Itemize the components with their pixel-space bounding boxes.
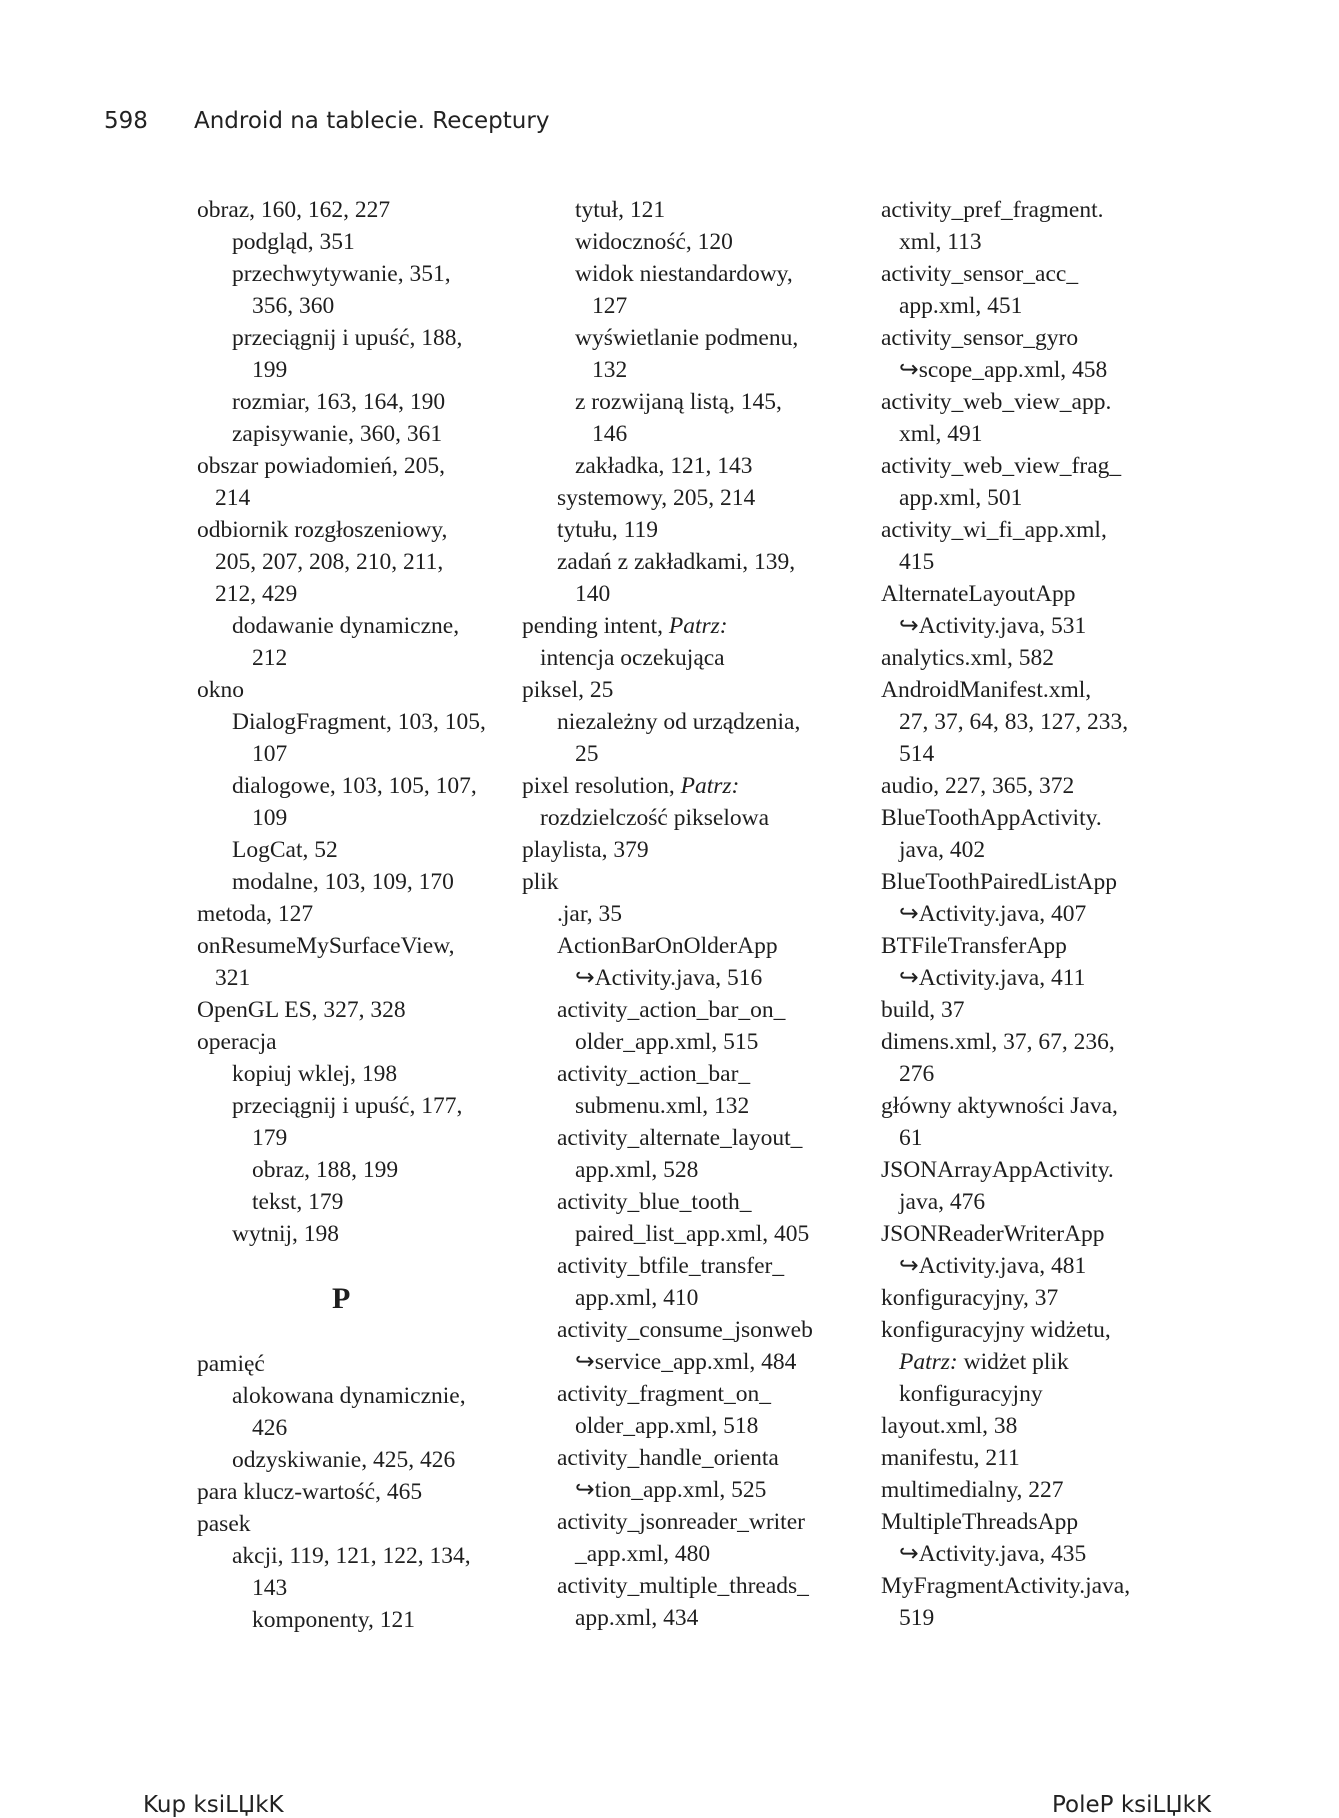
index-entry <box>881 1442 1181 1474</box>
index-entry-text: tytuł, 121 <box>575 197 666 223</box>
index-entry-text: ↪service_app.xml, 484 <box>575 1349 797 1375</box>
index-entry <box>881 386 1181 418</box>
index-entry <box>881 258 1181 290</box>
index-entry <box>522 1090 862 1122</box>
index-entry <box>197 1572 517 1604</box>
index-entry-text: akcji, 119, 121, 122, 134, <box>232 1543 471 1569</box>
index-entry <box>881 226 1181 258</box>
index-entry-text: build, 37 <box>881 997 965 1023</box>
index-entry <box>197 354 517 386</box>
index-entry <box>881 610 1181 642</box>
index-entry-text: ↪Activity.java, 407 <box>899 901 1087 927</box>
index-entry-text: pasek <box>197 1511 251 1537</box>
index-entry <box>881 898 1181 930</box>
index-entry-text: obraz, 188, 199 <box>252 1157 399 1183</box>
index-entry-text: JSONReaderWriterApp <box>881 1221 1105 1247</box>
index-entry <box>197 386 517 418</box>
index-entry <box>197 930 517 962</box>
index-entry-text: 27, 37, 64, 83, 127, 233, <box>899 709 1129 735</box>
index-entry-text: activity_alternate_layout_ <box>557 1125 803 1151</box>
index-entry-text: przechwytywanie, 351, <box>232 261 451 287</box>
index-entry <box>522 1218 862 1250</box>
index-entry <box>881 1602 1181 1634</box>
footer-rate-link[interactable]: PoleP ksiLЏkK <box>1052 1792 1212 1818</box>
index-entry-text: przeciągnij i upuść, 188, <box>232 325 463 351</box>
index-entry-text: 214 <box>215 485 251 511</box>
index-entry <box>522 770 862 802</box>
index-entry <box>522 194 862 226</box>
index-entry <box>197 1380 517 1412</box>
index-entry-text: komponenty, 121 <box>252 1607 415 1633</box>
index-entry <box>522 290 862 322</box>
index-entry <box>522 258 862 290</box>
index-entry <box>881 418 1181 450</box>
index-entry-text: app.xml, 410 <box>575 1285 699 1311</box>
index-entry-text: app.xml, 434 <box>575 1605 699 1631</box>
index-entry-text: tekst, 179 <box>252 1189 344 1215</box>
index-entry-text: analytics.xml, 582 <box>881 645 1054 671</box>
index-entry-text: tytułu, 119 <box>557 517 658 543</box>
index-entry-text: MultipleThreadsApp <box>881 1509 1079 1535</box>
index-entry-text: 426 <box>252 1415 288 1441</box>
index-entry <box>197 898 517 930</box>
index-entry <box>197 674 517 706</box>
index-entry <box>522 1250 862 1282</box>
index-entry <box>197 706 517 738</box>
index-entry-text: .jar, 35 <box>557 901 622 927</box>
index-entry <box>197 962 517 994</box>
index-entry <box>522 610 862 642</box>
index-entry <box>881 1378 1181 1410</box>
index-entry-text: ↪Activity.java, 531 <box>899 613 1087 639</box>
index-entry-text: activity_action_bar_on_ <box>557 997 786 1023</box>
index-entry-text: 519 <box>899 1605 935 1631</box>
index-entry <box>522 1282 862 1314</box>
index-entry <box>522 962 862 994</box>
index-entry <box>881 1506 1181 1538</box>
index-entry-text: widok niestandardowy, <box>575 261 793 287</box>
index-entry <box>881 546 1181 578</box>
index-entry-text: 25 <box>575 741 599 767</box>
index-entry-text: rozmiar, 163, 164, 190 <box>232 389 446 415</box>
index-entry <box>522 706 862 738</box>
index-entry-text: activity_multiple_threads_ <box>557 1573 809 1599</box>
index-entry-text: BlueToothAppActivity. <box>881 805 1102 831</box>
index-entry-text: metoda, 127 <box>197 901 314 927</box>
index-entry-text: odbiornik rozgłoszeniowy, <box>197 517 448 543</box>
index-entry <box>881 1026 1181 1058</box>
index-entry-text: z rozwijaną listą, 145, <box>575 389 782 415</box>
index-entry <box>522 450 862 482</box>
index-entry-text: alokowana dynamicznie, <box>232 1383 466 1409</box>
index-entry <box>522 1410 862 1442</box>
index-entry-text: playlista, 379 <box>522 837 649 863</box>
index-entry <box>197 1058 517 1090</box>
index-entry-text: operacja <box>197 1029 277 1055</box>
index-entry-text: 140 <box>575 581 611 607</box>
index-entry-text: 356, 360 <box>252 293 335 319</box>
index-entry-text: podgląd, 351 <box>232 229 355 255</box>
index-entry-text: submenu.xml, 132 <box>575 1093 750 1119</box>
index-entry-text: _app.xml, 480 <box>575 1541 711 1567</box>
index-entry-text: xml, 491 <box>899 421 983 447</box>
index-entry <box>197 1412 517 1444</box>
index-column-1 <box>197 194 517 1636</box>
index-entry <box>197 1444 517 1476</box>
index-entry <box>197 866 517 898</box>
index-entry <box>522 1186 862 1218</box>
index-entry-text: widoczność, 120 <box>575 229 733 255</box>
index-entry-text: dimens.xml, 37, 67, 236, <box>881 1029 1115 1055</box>
index-entry <box>881 770 1181 802</box>
index-entry <box>881 1346 1181 1378</box>
index-column-2 <box>522 194 862 1634</box>
index-entry-text: dialogowe, 103, 105, 107, <box>232 773 477 799</box>
index-entry-text: ↪Activity.java, 516 <box>575 965 763 991</box>
index-entry-text: zadań z zakładkami, 139, <box>557 549 796 575</box>
index-entry-text: konfiguracyjny widżetu, <box>881 1317 1111 1343</box>
index-entry-text: manifestu, 211 <box>881 1445 1020 1471</box>
index-entry-text: activity_btfile_transfer_ <box>557 1253 785 1279</box>
index-entry <box>197 994 517 1026</box>
index-entry <box>881 674 1181 706</box>
index-entry-text: 146 <box>592 421 628 447</box>
index-entry-text: ↪tion_app.xml, 525 <box>575 1477 767 1503</box>
index-entry-see-also: Patrz: <box>680 773 740 799</box>
page-number: 598 <box>104 108 148 134</box>
index-entry <box>522 866 862 898</box>
index-entry <box>522 1442 862 1474</box>
index-entry-text: activity_wi_fi_app.xml, <box>881 517 1107 543</box>
index-entry-text: zakładka, 121, 143 <box>575 453 753 479</box>
index-entry-text: 212 <box>252 645 288 671</box>
index-entry <box>881 1282 1181 1314</box>
index-entry-text: activity_web_view_frag_ <box>881 453 1122 479</box>
index-entry <box>197 1186 517 1218</box>
index-entry <box>881 578 1181 610</box>
index-entry <box>197 546 517 578</box>
index-entry <box>522 482 862 514</box>
index-entry <box>881 194 1181 226</box>
index-entry-text: pamięć <box>197 1351 265 1377</box>
index-entry <box>197 1026 517 1058</box>
index-entry-text: 127 <box>592 293 628 319</box>
index-entry <box>522 1058 862 1090</box>
index-entry-text: pixel resolution, <box>522 773 681 799</box>
index-entry <box>522 1378 862 1410</box>
index-column-3 <box>881 194 1181 1634</box>
index-entry <box>522 322 862 354</box>
index-entry-text: onResumeMySurfaceView, <box>197 933 455 959</box>
index-entry <box>197 1154 517 1186</box>
index-entry <box>522 1026 862 1058</box>
index-entry-text: 205, 207, 208, 210, 211, <box>215 549 444 575</box>
book-title: Android na tablecie. Receptury <box>194 108 550 134</box>
page-header <box>104 108 549 134</box>
index-entry-text: ↪Activity.java, 435 <box>899 1541 1087 1567</box>
index-entry <box>881 1154 1181 1186</box>
index-entry <box>197 258 517 290</box>
index-entry <box>881 1474 1181 1506</box>
index-entry <box>881 482 1181 514</box>
index-entry <box>197 1508 517 1540</box>
index-entry <box>197 194 517 226</box>
index-entry <box>522 1602 862 1634</box>
index-entry <box>881 1538 1181 1570</box>
index-entry-text: główny aktywności Java, <box>881 1093 1118 1119</box>
index-entry <box>522 898 862 930</box>
index-entry-text: ↪Activity.java, 411 <box>899 965 1086 991</box>
index-entry-text: modalne, 103, 109, 170 <box>232 869 454 895</box>
index-entry-text: okno <box>197 677 244 703</box>
index-entry <box>881 994 1181 1026</box>
index-entry <box>881 1218 1181 1250</box>
index-entry-see-also: Patrz: <box>899 1349 958 1375</box>
index-entry-text: BlueToothPairedListApp <box>881 869 1117 895</box>
index-entry <box>522 802 862 834</box>
index-entry <box>881 802 1181 834</box>
footer-buy-link[interactable]: Kup ksiLЏkK <box>143 1792 284 1818</box>
index-entry <box>522 1538 862 1570</box>
index-entry <box>881 354 1181 386</box>
index-entry <box>197 802 517 834</box>
index-entry-text: konfiguracyjny <box>899 1381 1043 1407</box>
index-entry-text: zapisywanie, 360, 361 <box>232 421 443 447</box>
index-entry <box>197 1476 517 1508</box>
index-entry-text: activity_sensor_acc_ <box>881 261 1079 287</box>
index-entry-text: paired_list_app.xml, 405 <box>575 1221 810 1247</box>
index-entry-text: older_app.xml, 518 <box>575 1413 759 1439</box>
index-entry <box>881 738 1181 770</box>
index-entry <box>197 834 517 866</box>
index-entry-text: obszar powiadomień, 205, <box>197 453 446 479</box>
index-entry-text: dodawanie dynamiczne, <box>232 613 460 639</box>
index-entry <box>522 642 862 674</box>
index-entry-text: konfiguracyjny, 37 <box>881 1285 1059 1311</box>
index-entry-text: 109 <box>252 805 288 831</box>
index-entry-text: 179 <box>252 1125 288 1151</box>
index-entry-text: ActionBarOnOlderApp <box>557 933 778 959</box>
index-entry <box>197 1218 517 1250</box>
index-entry <box>522 834 862 866</box>
index-entry-text: audio, 227, 365, 372 <box>881 773 1075 799</box>
index-entry-text: app.xml, 451 <box>899 293 1023 319</box>
index-entry <box>881 1058 1181 1090</box>
index-entry <box>881 642 1181 674</box>
index-entry <box>881 450 1181 482</box>
index-entry-text: MyFragmentActivity.java, <box>881 1573 1131 1599</box>
index-entry <box>522 930 862 962</box>
index-entry-text: obraz, 160, 162, 227 <box>197 197 391 223</box>
index-entry-see-also: Patrz: <box>668 613 728 639</box>
index-entry-text: activity_handle_orienta <box>557 1445 779 1471</box>
index-entry-text: 143 <box>252 1575 288 1601</box>
index-entry <box>881 930 1181 962</box>
index-entry <box>881 866 1181 898</box>
index-entry-text: LogCat, 52 <box>232 837 338 863</box>
index-entry-text: piksel, 25 <box>522 677 614 703</box>
index-entry <box>197 738 517 770</box>
index-entry <box>197 770 517 802</box>
index-entry <box>881 706 1181 738</box>
index-entry <box>522 418 862 450</box>
index-entry <box>522 1474 862 1506</box>
index-entry-text: activity_web_view_app. <box>881 389 1112 415</box>
index-entry-text: activity_action_bar_ <box>557 1061 751 1087</box>
index-entry <box>522 1122 862 1154</box>
index-entry-text: wytnij, 198 <box>232 1221 340 1247</box>
index-entry-text: 212, 429 <box>215 581 298 607</box>
index-entry-text: rozdzielczość pikselowa <box>540 805 770 831</box>
index-entry-text: JSONArrayAppActivity. <box>881 1157 1114 1183</box>
index-entry <box>197 290 517 322</box>
index-entry-text: 132 <box>592 357 628 383</box>
index-entry <box>522 354 862 386</box>
index-entry <box>522 738 862 770</box>
index-entry-target: widżet plik <box>957 1349 1069 1375</box>
index-entry <box>881 1250 1181 1282</box>
index-entry-text: intencja oczekująca <box>540 645 725 671</box>
index-entry <box>197 610 517 642</box>
index-entry-text: wyświetlanie podmenu, <box>575 325 799 351</box>
index-entry-text: 321 <box>215 965 251 991</box>
index-entry-text: app.xml, 528 <box>575 1157 699 1183</box>
index-entry-text: ↪Activity.java, 481 <box>899 1253 1087 1279</box>
index-entry-text: multimedialny, 227 <box>881 1477 1064 1503</box>
index-entry <box>881 834 1181 866</box>
index-entry <box>197 322 517 354</box>
index-entry-text: DialogFragment, 103, 105, <box>232 709 486 735</box>
index-entry <box>197 578 517 610</box>
index-entry-text: activity_jsonreader_writer <box>557 1509 805 1535</box>
index-entry <box>522 578 862 610</box>
index-entry-text: activity_blue_tooth_ <box>557 1189 752 1215</box>
index-entry-text: activity_sensor_gyro <box>881 325 1079 351</box>
index-entry <box>522 226 862 258</box>
index-entry-text: java, 476 <box>899 1189 986 1215</box>
index-entry-text: 199 <box>252 357 288 383</box>
index-entry <box>881 322 1181 354</box>
index-entry <box>197 450 517 482</box>
index-entry <box>197 1348 517 1380</box>
index-entry-text: 61 <box>899 1125 923 1151</box>
index-entry-text: pending intent, <box>522 613 669 639</box>
index-entry <box>881 1186 1181 1218</box>
index-entry <box>881 1410 1181 1442</box>
index-entry-text: activity_pref_fragment. <box>881 197 1104 223</box>
index-entry <box>522 1570 862 1602</box>
index-entry <box>522 546 862 578</box>
index-entry <box>197 1122 517 1154</box>
index-entry <box>522 994 862 1026</box>
index-entry <box>881 514 1181 546</box>
index-entry <box>197 482 517 514</box>
index-entry <box>522 1506 862 1538</box>
section-letter: P <box>332 1282 351 1315</box>
index-entry <box>197 1090 517 1122</box>
index-entry <box>197 418 517 450</box>
index-entry-text: przeciągnij i upuść, 177, <box>232 1093 463 1119</box>
index-entry <box>522 1154 862 1186</box>
index-entry <box>197 1604 517 1636</box>
index-entry-text: BTFileTransferApp <box>881 933 1067 959</box>
index-entry <box>881 1314 1181 1346</box>
index-entry-text: AndroidManifest.xml, <box>881 677 1092 703</box>
index-entry <box>881 1570 1181 1602</box>
index-entry-text: java, 402 <box>899 837 986 863</box>
index-entry-text: 107 <box>252 741 288 767</box>
index-entry-text: older_app.xml, 515 <box>575 1029 759 1055</box>
index-entry-text: layout.xml, 38 <box>881 1413 1018 1439</box>
index-entry-text: activity_consume_jsonweb <box>557 1317 813 1343</box>
index-entry-text: plik <box>522 869 559 895</box>
index-entry <box>881 1090 1181 1122</box>
index-entry-text: para klucz-wartość, 465 <box>197 1479 423 1505</box>
index-entry-text: xml, 113 <box>899 229 982 255</box>
index-entry-text: AlternateLayoutApp <box>881 581 1076 607</box>
index-entry <box>197 514 517 546</box>
index-entry-text: 415 <box>899 549 935 575</box>
index-entry-text: 276 <box>899 1061 935 1087</box>
index-entry <box>522 514 862 546</box>
index-entry-text: systemowy, 205, 214 <box>557 485 756 511</box>
index-entry-text: ↪scope_app.xml, 458 <box>899 357 1108 383</box>
index-entry <box>881 290 1181 322</box>
index-entry-text: 514 <box>899 741 935 767</box>
index-entry <box>522 1346 862 1378</box>
index-entry-text: kopiuj wklej, 198 <box>232 1061 398 1087</box>
index-entry <box>522 386 862 418</box>
index-entry-text: OpenGL ES, 327, 328 <box>197 997 406 1023</box>
index-entry <box>522 1314 862 1346</box>
index-entry-text: activity_fragment_on_ <box>557 1381 772 1407</box>
index-entry <box>881 962 1181 994</box>
index-entry <box>881 1122 1181 1154</box>
index-entry <box>197 1540 517 1572</box>
index-entry <box>197 642 517 674</box>
index-entry <box>197 226 517 258</box>
index-entry-text: odzyskiwanie, 425, 426 <box>232 1447 456 1473</box>
index-entry-text: app.xml, 501 <box>899 485 1023 511</box>
index-entry <box>522 674 862 706</box>
index-entry-text: niezależny od urządzenia, <box>557 709 801 735</box>
